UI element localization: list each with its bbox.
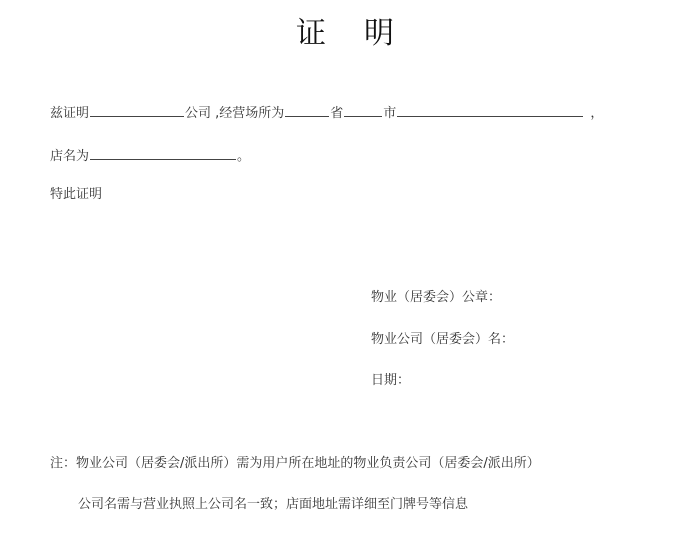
city-suffix: 市: [383, 106, 397, 121]
province-blank[interactable]: [285, 102, 329, 117]
store-name-line: [50, 145, 250, 166]
city-blank[interactable]: [344, 102, 382, 117]
date-label: 日期：: [371, 373, 411, 388]
note-line-1: 注：物业公司（居委会/派出所）需为用户所在地址的物业负责公司（居委会/派出所）: [50, 456, 540, 471]
company-name-label: 物业公司（居委会）名：: [371, 332, 515, 347]
company-suffix: 公司 ,经营场所为: [185, 106, 285, 121]
seal-label: 物业（居委会）公章：: [371, 290, 502, 305]
province-suffix: 省: [330, 106, 344, 121]
title-char-2: 明: [364, 16, 394, 51]
store-name-end: 。: [237, 149, 251, 164]
note-line-2: 公司名需与营业执照上公司名一致；店面地址需详细至门牌号等信息: [78, 497, 469, 512]
title-char-1: 证: [296, 16, 326, 51]
certify-prefix: 兹证明: [50, 106, 90, 121]
company-name-blank[interactable]: [90, 102, 184, 117]
store-name-prefix: 店名为: [50, 149, 90, 164]
store-name-blank[interactable]: [90, 145, 236, 160]
certify-line-end: ，: [590, 106, 604, 121]
address-blank[interactable]: [397, 102, 583, 117]
document-title: [0, 8, 690, 52]
certify-line: [50, 102, 603, 123]
hereby-certify: 特此证明: [50, 187, 103, 202]
